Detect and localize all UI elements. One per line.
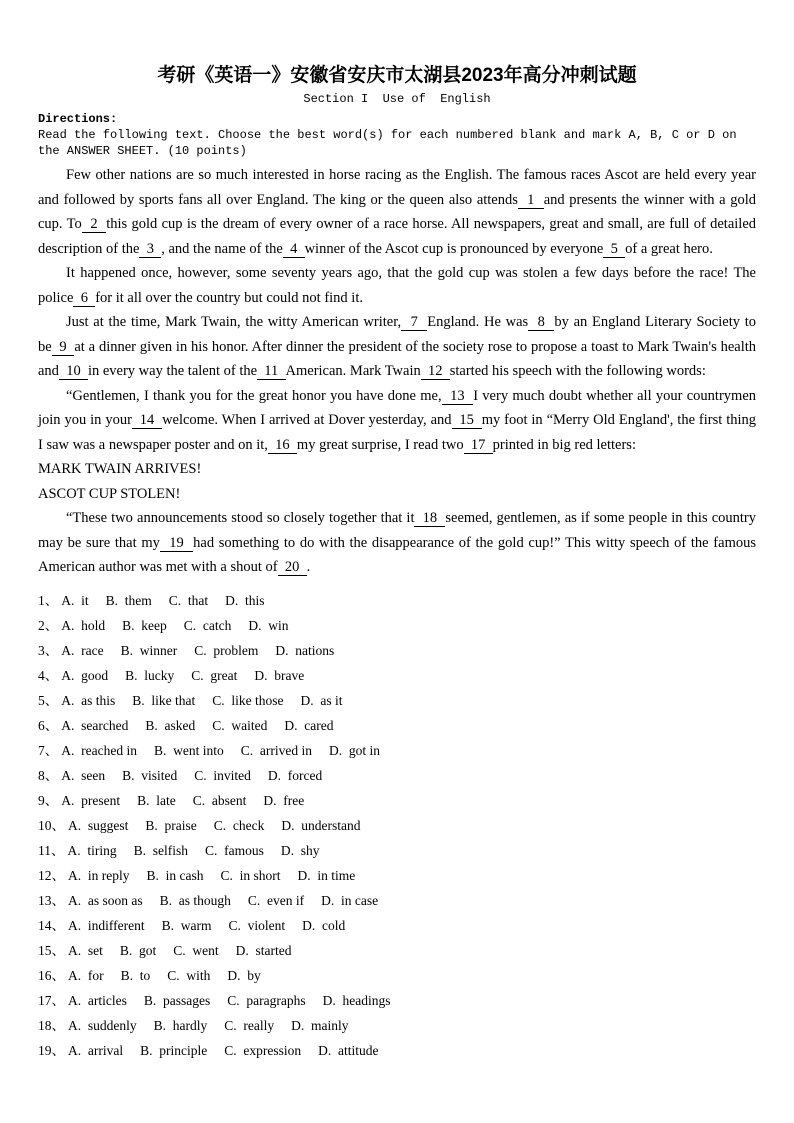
blank-15: 15 <box>451 412 482 428</box>
option-b: B. lucky <box>125 667 175 683</box>
option-c: C. paragraphs <box>227 992 306 1008</box>
question-number: 7、 <box>38 742 59 758</box>
option-b: B. warm <box>161 917 212 933</box>
option-c: C. violent <box>228 917 286 933</box>
option-c: C. absent <box>192 792 247 808</box>
question-number: 19、 <box>38 1042 65 1058</box>
directions-text: Read the following text. Choose the best word(s) for each numbered blank and mark A, B, C or D on the ANSWER SHEET. (10 points) <box>38 128 737 158</box>
option-a: A. searched <box>61 717 129 733</box>
option-a: A. suddenly <box>68 1017 137 1033</box>
question-row-6 <box>38 713 756 738</box>
passage-paragraph: “Gentlemen, I thank you for the great honor you have done me, 13 I very much doubt whether all your countrymen join you in your 14 welcome. When I arrived at Dover yesterday, and 15 my foot in “Merry Old England', the first thing I saw was a newspaper poster and on it, 16 my great surprise, I read two 17 printed in big red letters: <box>38 387 757 453</box>
option-c: C. in short <box>220 867 281 883</box>
option-a: A. indifferent <box>68 917 145 933</box>
option-b: B. hardly <box>153 1017 208 1033</box>
option-b: B. passages <box>143 992 211 1008</box>
blank-11: 11 <box>257 363 286 379</box>
option-a: A. it <box>61 592 89 608</box>
option-d: D. cold <box>302 917 346 933</box>
blank-20: 20 <box>277 559 307 575</box>
headline-line: ASCOT CUP STOLEN! <box>38 485 181 502</box>
option-c: C. went <box>173 942 219 958</box>
question-row-12 <box>38 863 756 888</box>
question-number: 3、 <box>38 642 59 658</box>
question-row-17 <box>38 988 756 1013</box>
section-heading: Section I Use of English <box>303 92 491 106</box>
option-d: D. free <box>263 792 305 808</box>
option-d: D. win <box>248 617 289 633</box>
option-d: D. cared <box>284 717 334 733</box>
question-number: 12、 <box>38 867 65 883</box>
question-row-16 <box>38 963 756 988</box>
option-c: C. arrived in <box>240 742 312 758</box>
blank-8: 8 <box>528 314 555 330</box>
option-a: A. arrival <box>68 1042 124 1058</box>
option-d: D. by <box>227 967 261 983</box>
option-d: D. as it <box>300 692 343 708</box>
option-a: A. reached in <box>61 742 137 758</box>
question-row-19 <box>38 1038 756 1063</box>
directions-label: Directions: <box>38 112 118 126</box>
question-row-15 <box>38 938 756 963</box>
blank-14: 14 <box>131 412 163 428</box>
passage <box>38 163 756 580</box>
option-b: B. as though <box>159 892 231 908</box>
option-d: D. shy <box>280 842 320 858</box>
option-c: C. catch <box>183 617 232 633</box>
question-number: 16、 <box>38 967 65 983</box>
option-d: D. in time <box>297 867 356 883</box>
option-a: A. hold <box>61 617 106 633</box>
option-d: D. forced <box>267 767 323 783</box>
blank-7: 7 <box>401 314 428 330</box>
option-a: A. good <box>61 667 109 683</box>
blank-10: 10 <box>58 363 88 379</box>
option-d: D. this <box>225 592 265 608</box>
option-d: D. got in <box>328 742 380 758</box>
option-b: B. selfish <box>133 842 189 858</box>
blank-3: 3 <box>139 240 162 257</box>
option-a: A. race <box>61 642 104 658</box>
question-number: 2、 <box>38 617 59 633</box>
question-row-18 <box>38 1013 756 1038</box>
question-number: 4、 <box>38 667 59 683</box>
blank-1: 1 <box>517 191 544 208</box>
option-d: D. started <box>235 942 292 958</box>
headline-line: MARK TWAIN ARRIVES! <box>38 461 202 477</box>
passage-paragraph: Few other nations are so much interested in horse racing as the English. The famous races Ascot are held every year and followed by sports fans all over England. The king or the queen also attends 1 and presents the winner with a gold cup. To 2 this gold cup is the dream of every owner of a race horse. All newspapers, great and small, are full of detailed description of the 3 , and the name of the 4 winner of the Ascot cup is pronounced by everyone 5 of a great hero. <box>38 167 757 257</box>
question-row-2 <box>38 613 756 638</box>
option-d: D. mainly <box>291 1017 349 1033</box>
option-a: A. for <box>68 967 104 983</box>
option-c: C. expression <box>224 1042 302 1058</box>
option-c: C. invited <box>194 767 251 783</box>
option-a: A. as soon as <box>68 892 143 908</box>
directions-block <box>38 111 756 159</box>
question-row-11 <box>38 838 756 863</box>
question-number: 17、 <box>38 992 65 1008</box>
option-a: A. in reply <box>68 867 130 883</box>
blank-5: 5 <box>603 240 626 257</box>
question-row-9 <box>38 788 756 813</box>
question-number: 1、 <box>38 592 59 608</box>
question-row-8 <box>38 763 756 788</box>
option-b: B. went into <box>153 742 224 758</box>
option-b: B. late <box>137 792 176 808</box>
option-b: B. them <box>105 592 152 608</box>
question-number: 15、 <box>38 942 65 958</box>
option-b: B. asked <box>145 717 196 733</box>
passage-paragraph: “These two announcements stood so closely together that it 18 seemed, gentlemen, as if some people in this country may be sure that my 19 had something to do with the disappearance of the gold cup!” This witty speech of the famous American author was met with a shout of 20 . <box>38 510 756 575</box>
question-row-5 <box>38 688 756 713</box>
option-b: B. keep <box>122 617 167 633</box>
question-number: 13、 <box>38 892 65 908</box>
option-c: C. like those <box>212 692 284 708</box>
option-a: A. seen <box>61 767 106 783</box>
blank-12: 12 <box>420 363 450 379</box>
question-row-4 <box>38 663 756 688</box>
question-row-7 <box>38 738 756 763</box>
option-c: C. really <box>224 1017 275 1033</box>
option-d: D. brave <box>254 667 305 683</box>
option-d: D. attitude <box>318 1042 379 1058</box>
option-a: A. present <box>61 792 121 808</box>
question-number: 9、 <box>38 792 59 808</box>
option-a: A. suggest <box>68 817 129 833</box>
option-a: A. tiring <box>67 842 117 858</box>
option-b: B. in cash <box>146 867 204 883</box>
question-number: 18、 <box>38 1017 65 1033</box>
option-c: C. problem <box>194 642 259 658</box>
doc-title: 考研《英语一》安徽省安庆市太湖县2023年高分冲刺试题 <box>157 65 637 86</box>
option-c: C. great <box>191 667 238 683</box>
option-d: D. understand <box>281 817 361 833</box>
blank-13: 13 <box>441 387 474 404</box>
option-c: C. with <box>167 967 211 983</box>
option-b: B. like that <box>132 692 196 708</box>
question-number: 8、 <box>38 767 59 783</box>
blank-9: 9 <box>51 338 75 355</box>
option-b: B. visited <box>122 767 178 783</box>
option-c: C. that <box>168 592 209 608</box>
option-a: A. articles <box>68 992 127 1008</box>
blank-17: 17 <box>463 436 493 453</box>
question-row-13 <box>38 888 756 913</box>
option-c: C. famous <box>205 842 264 858</box>
blank-18: 18 <box>414 510 446 526</box>
option-a: A. set <box>68 942 103 958</box>
question-row-10 <box>38 813 756 838</box>
blank-4: 4 <box>282 240 305 257</box>
question-number: 6、 <box>38 717 59 733</box>
option-b: B. got <box>119 942 157 958</box>
question-list <box>38 588 756 1063</box>
question-number: 10、 <box>38 817 65 833</box>
option-c: C. even if <box>247 892 305 908</box>
option-b: B. winner <box>120 642 178 658</box>
option-b: B. praise <box>145 817 197 833</box>
question-number: 14、 <box>38 917 65 933</box>
option-d: D. in case <box>321 892 379 908</box>
question-number: 5、 <box>38 692 59 708</box>
option-b: B. principle <box>140 1042 208 1058</box>
blank-6: 6 <box>73 289 96 306</box>
question-row-14 <box>38 913 756 938</box>
option-c: C. check <box>213 817 265 833</box>
blank-19: 19 <box>159 534 194 551</box>
option-d: D. nations <box>275 642 335 658</box>
option-b: B. to <box>120 967 151 983</box>
blank-16: 16 <box>267 436 297 453</box>
option-d: D. headings <box>322 992 391 1008</box>
passage-paragraph: It happened once, however, some seventy years ago, that the gold cup was stolen a few days before the race! The police 6 for it all over the country but could not find it. <box>38 265 756 306</box>
question-row-3 <box>38 638 756 663</box>
blank-2: 2 <box>81 216 107 232</box>
passage-paragraph: Just at the time, Mark Twain, the witty American writer, 7 England. He was 8 by an England Literary Society to be 9 at a dinner given in his honor. After dinner the president of the society rose to propose a toast to Mark Twain's health and 10 in every way the talent of the 11 American. Mark Twain 12 started his speech with the following words: <box>38 314 757 379</box>
option-c: C. waited <box>212 717 268 733</box>
option-a: A. as this <box>61 692 116 708</box>
question-row-1 <box>38 588 756 613</box>
question-number: 11、 <box>38 842 65 858</box>
